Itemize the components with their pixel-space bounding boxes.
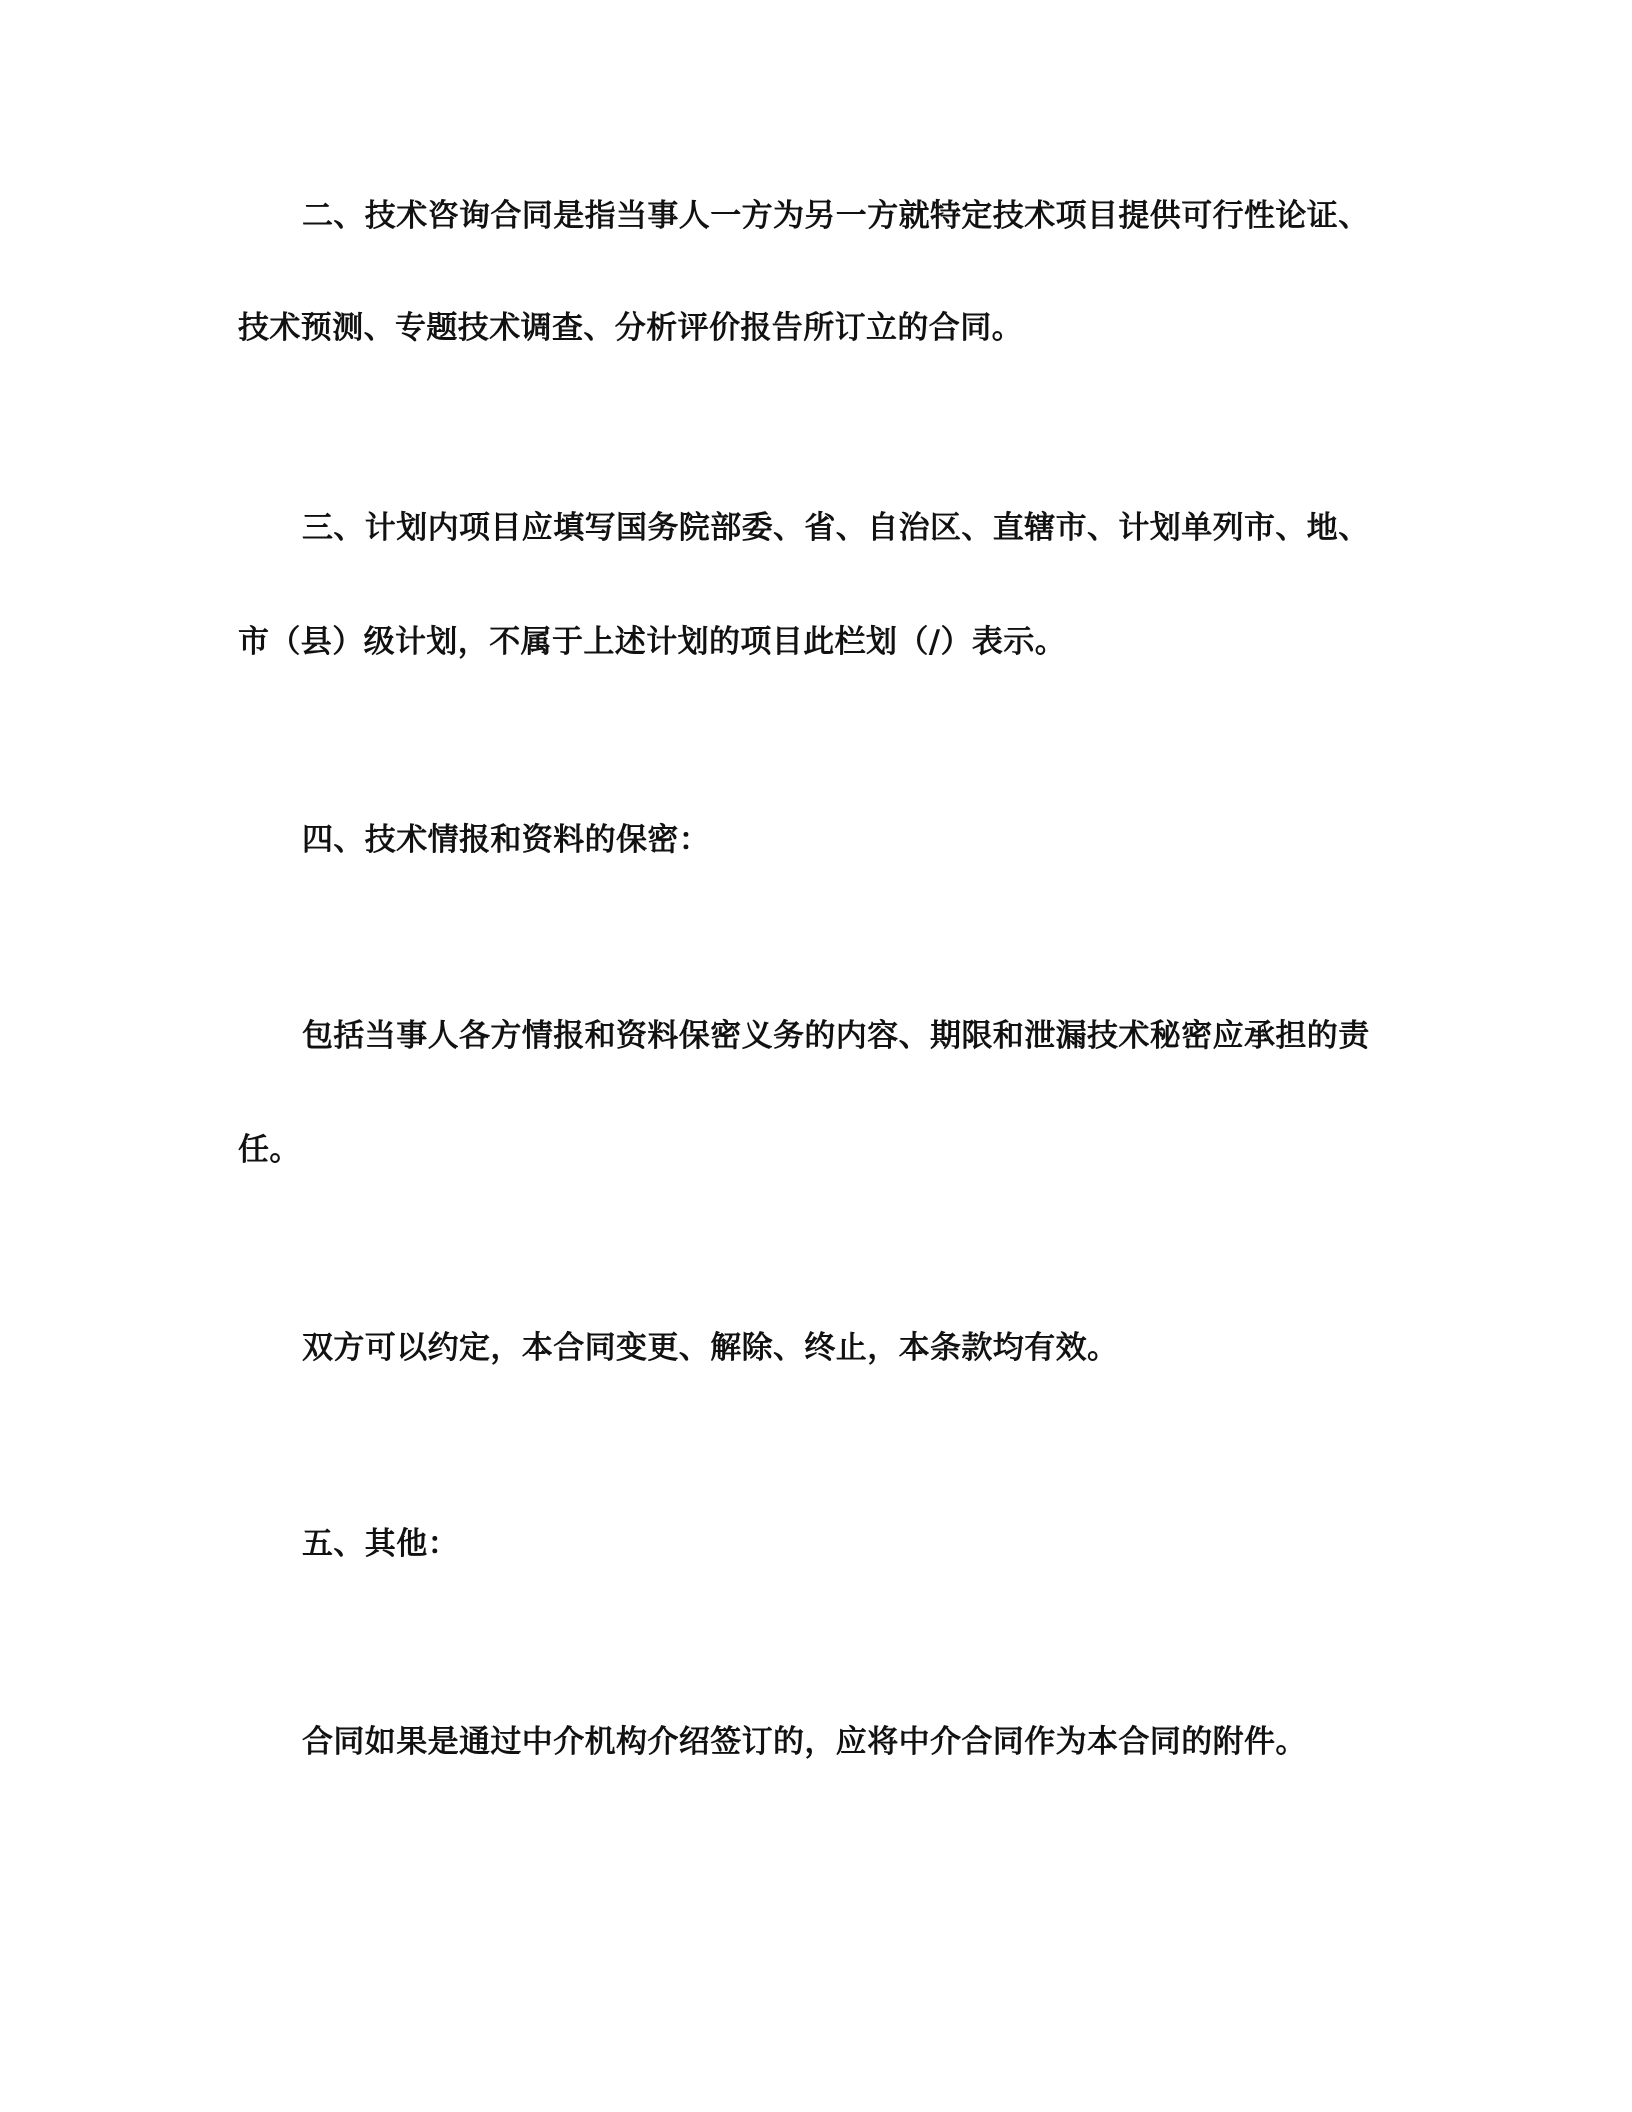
mutual-agreement-line: 双方可以约定，本合同变更、解除、终止，本条款均有效。 bbox=[302, 1330, 1119, 1366]
section-5-heading: 五、其他： bbox=[302, 1526, 459, 1562]
section-3-line-1: 三、计划内项目应填写国务院部委、省、自治区、直辖市、计划单列市、地、 bbox=[302, 510, 1370, 546]
confidentiality-line-1: 包括当事人各方情报和资料保密义务的内容、期限和泄漏技术秘密应承担的责 bbox=[302, 1018, 1370, 1054]
section-4-heading: 四、技术情报和资料的保密： bbox=[302, 822, 711, 858]
section-3-line-2: 市（县）级计划，不属于上述计划的项目此栏划（/）表示。 bbox=[238, 624, 1067, 660]
section-2-line-1: 二、技术咨询合同是指当事人一方为另一方就特定技术项目提供可行性论证、 bbox=[302, 198, 1370, 234]
intermediary-contract-line: 合同如果是通过中介机构介绍签订的，应将中介合同作为本合同的附件。 bbox=[302, 1724, 1307, 1760]
section-2-line-2: 技术预测、专题技术调查、分析评价报告所订立的合同。 bbox=[238, 310, 1023, 346]
confidentiality-line-2: 任。 bbox=[238, 1132, 301, 1168]
